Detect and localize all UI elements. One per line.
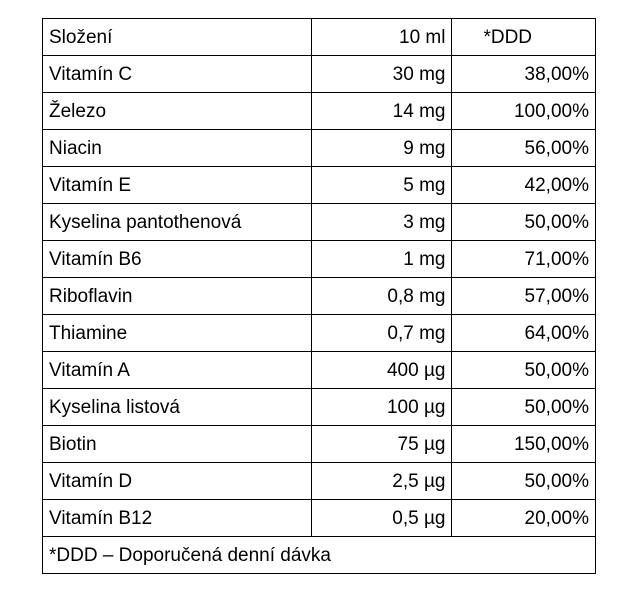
nutrient-amount: 100 µg — [312, 389, 452, 426]
nutrient-name: Vitamín B12 — [43, 500, 312, 537]
nutrient-ddd: 50,00% — [452, 463, 596, 500]
table-row — [43, 56, 596, 93]
table-row — [43, 426, 596, 463]
nutrient-name: Železo — [43, 93, 312, 130]
nutrient-amount: 0,8 mg — [312, 278, 452, 315]
nutrient-ddd: 100,00% — [452, 93, 596, 130]
nutrient-name: Vitamín B6 — [43, 241, 312, 278]
footnote: *DDD – Doporučená denní dávka — [43, 537, 596, 574]
table-row — [43, 315, 596, 352]
table-row — [43, 93, 596, 130]
nutrient-ddd: 56,00% — [452, 130, 596, 167]
nutrient-amount: 0,5 µg — [312, 500, 452, 537]
table-row — [43, 352, 596, 389]
nutrient-amount: 75 µg — [312, 426, 452, 463]
nutrient-amount: 1 mg — [312, 241, 452, 278]
nutrient-ddd: 38,00% — [452, 56, 596, 93]
nutrient-ddd: 71,00% — [452, 241, 596, 278]
nutrient-amount: 5 mg — [312, 167, 452, 204]
nutrient-amount: 3 mg — [312, 204, 452, 241]
nutrient-ddd: 150,00% — [452, 426, 596, 463]
table-row — [43, 241, 596, 278]
nutrient-ddd: 64,00% — [452, 315, 596, 352]
nutrient-ddd: 50,00% — [452, 389, 596, 426]
header-name: Složení — [43, 19, 312, 56]
nutrient-amount: 2,5 µg — [312, 463, 452, 500]
table-row — [43, 463, 596, 500]
nutrient-name: Riboflavin — [43, 278, 312, 315]
nutrient-ddd: 50,00% — [452, 204, 596, 241]
nutrient-amount: 9 mg — [312, 130, 452, 167]
table-row — [43, 500, 596, 537]
nutrient-name: Vitamín E — [43, 167, 312, 204]
table-row — [43, 167, 596, 204]
nutrient-name: Kyselina pantothenová — [43, 204, 312, 241]
nutrient-name: Biotin — [43, 426, 312, 463]
table-row — [43, 278, 596, 315]
table-body — [43, 19, 596, 574]
nutrient-amount: 30 mg — [312, 56, 452, 93]
nutrient-ddd: 50,00% — [452, 352, 596, 389]
nutrient-ddd: 57,00% — [452, 278, 596, 315]
table-row — [43, 204, 596, 241]
nutrient-ddd: 20,00% — [452, 500, 596, 537]
nutrient-name: Vitamín D — [43, 463, 312, 500]
nutrient-name: Thiamine — [43, 315, 312, 352]
header-amount: 10 ml — [312, 19, 452, 56]
nutrient-amount: 0,7 mg — [312, 315, 452, 352]
table-row — [43, 130, 596, 167]
nutrient-ddd: 42,00% — [452, 167, 596, 204]
nutrient-name: Niacin — [43, 130, 312, 167]
nutrient-name: Vitamín A — [43, 352, 312, 389]
table-row — [43, 389, 596, 426]
nutrient-name: Vitamín C — [43, 56, 312, 93]
nutrient-amount: 14 mg — [312, 93, 452, 130]
footnote-row — [43, 537, 596, 574]
nutrient-amount: 400 µg — [312, 352, 452, 389]
nutrition-table — [42, 18, 596, 574]
table-header-row — [43, 19, 596, 56]
nutrient-name: Kyselina listová — [43, 389, 312, 426]
header-ddd: *DDD — [452, 19, 596, 56]
